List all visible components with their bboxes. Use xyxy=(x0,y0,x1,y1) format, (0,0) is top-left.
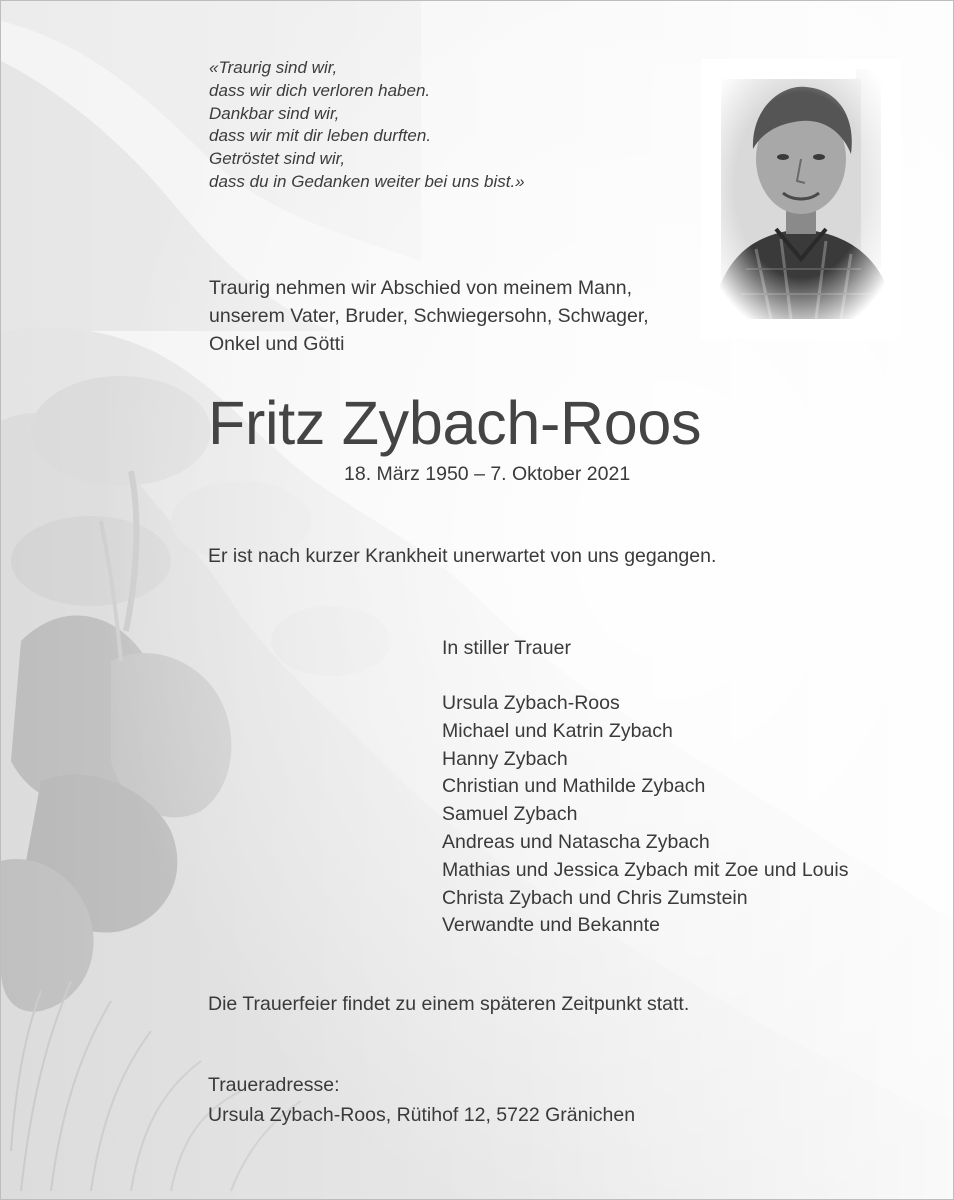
intro-line: Traurig nehmen wir Abschied von meinem Mann, xyxy=(209,277,633,299)
quote-line: dass wir dich verloren haben. xyxy=(209,80,431,100)
mourning-heading: In stiller Trauer xyxy=(442,637,571,659)
intro-line: Onkel und Götti xyxy=(209,333,345,355)
list-item: Ursula Zybach-Roos xyxy=(442,692,620,714)
list-item: Mathias und Jessica Zybach mit Zoe und Louis xyxy=(442,858,849,881)
life-dates: 18. März 1950 – 7. Oktober 2021 xyxy=(344,463,631,485)
quote-line: dass wir mit dir leben durften. xyxy=(209,126,432,146)
quote-line: «Traurig sind wir, xyxy=(209,58,338,77)
list-item: Samuel Zybach xyxy=(442,803,578,826)
mourning-address: Ursula Zybach-Roos, Rütihof 12, 5722 Gränichen xyxy=(208,1104,636,1126)
portrait-photo xyxy=(701,59,901,339)
address-label: Traueradresse: xyxy=(208,1074,340,1096)
memorial-quote xyxy=(209,57,525,194)
farewell-intro xyxy=(209,274,649,358)
quote-line: dass du in Gedanken weiter bei uns bist.» xyxy=(209,171,525,191)
list-item: Verwandte und Bekannte xyxy=(442,914,660,937)
list-item: Andreas und Natascha Zybach xyxy=(442,830,710,853)
ceremony-notice: Die Trauerfeier findet zu einem späteren Zeitpunkt statt. xyxy=(208,993,690,1015)
passing-statement: Er ist nach kurzer Krankheit unerwartet von uns gegangen. xyxy=(208,545,717,567)
mourners-list xyxy=(442,690,848,940)
quote-line: Getröstet sind wir, xyxy=(209,149,346,169)
intro-line: unserem Vater, Bruder, Schwiegersohn, Schwager, xyxy=(209,305,649,327)
list-item: Hanny Zybach xyxy=(442,747,568,770)
list-item: Christa Zybach und Chris Zumstein xyxy=(442,886,748,909)
list-item: Christian und Mathilde Zybach xyxy=(442,775,706,798)
quote-line: Dankbar sind wir, xyxy=(209,103,340,123)
deceased-name: Fritz Zybach-Roos xyxy=(208,389,702,457)
list-item: Michael und Katrin Zybach xyxy=(442,719,673,742)
